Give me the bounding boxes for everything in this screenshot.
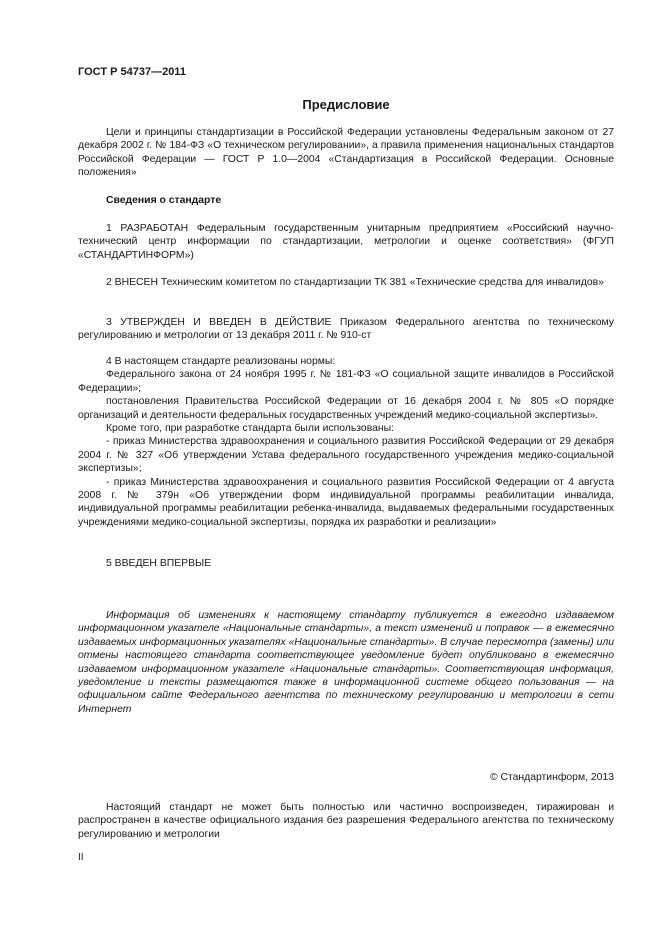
item-4-law: Федерального закона от 24 ноября 1995 г. № 181-ФЗ «О социальной защите инвалидов в Российской Федерации»; <box>78 369 614 394</box>
section-title: Сведения о стандарте <box>106 195 222 206</box>
item-4-also: Кроме того, при разработке стандарта были использованы: <box>106 423 394 435</box>
item-4-order-2: - приказ Министерства здравоохранения и социального развития Российской Федерации от 4 августа 2008 г. № 379н «Об утверждении форм индивидуальной программы реабилитации инвалида, индивидуальной программы реабилитации ребенка-инвалида, выдаваемых федеральными государственных учреждениями медико-социальной экспертизы, порядка их разработки и реализации» <box>78 476 614 528</box>
item-4 <box>78 355 614 529</box>
item-5: 5 ВВЕДЕН ВПЕРВЫЕ <box>106 558 212 569</box>
item-4-decree: постановления Правительства Российской Федерации от 16 декабря 2004 г. № 805 «О порядке организаций и деятельности федеральных государственных учреждений медико-социальной экспертизы». <box>78 396 614 421</box>
item-4-head: 4 В настоящем стандарте реализованы нормы: <box>106 356 336 367</box>
page-title: Предисловие <box>302 97 390 112</box>
changes-notice: Информация об изменениях к настоящему стандарту публикуется в ежегодно издаваемом информационном указателе «Национальные стандарты», а текст изменений и поправок — в ежемесячно издаваемых информационных указателях «Национальные стандарты». В случае пересмотра (замены) или отмены настоящего стандарта соответствующее уведомление будет опубликовано в ежемесячно издаваемом информационном указателе «Национальные стандарты». Соответствующая информация, уведомление и тексты размещаются также в информационной системе общего пользования — на официальном сайте Федерального агентства по техническому регулированию и метрологии в сети Интернет <box>78 610 614 715</box>
reproduction-notice: Настоящий стандарт не может быть полностью или частично воспроизведен, тиражирован и распространен в качестве официального издания без разрешения Федерального агентства по техническому регулированию и метрологии <box>78 802 614 840</box>
item-3: 3 УТВЕРЖДЕН И ВВЕДЕН В ДЕЙСТВИЕ Приказом Федерального агентства по техническому регулированию и метрологии от 13 декабря 2011 г. № 910-ст <box>78 317 614 342</box>
copyright: © Стандартинформ, 2013 <box>489 772 614 783</box>
item-4-order-1: - приказ Министерства здравоохранения и социального развития Российской Федерации от 29 декабря 2004 г. № 327 «Об утверждении Устава федерального государственного учреждения медико-социальной экспертизы»; <box>78 436 614 475</box>
intro-paragraph: Цели и принципы стандартизации в Российской Федерации установлены Федеральным законом от 27 декабря 2002 г. № 184-ФЗ «О техническом регулировании», а правила применения национальных стандартов Российской Федерации — ГОСТ Р 1.0—2004 «Стандартизация в Российской Федерации. Основные положения» <box>78 127 614 179</box>
item-2: 2 ВНЕСЕН Техническим комитетом по стандартизации ТК 381 «Технические средства для инвалидов» <box>106 277 604 288</box>
document-header: ГОСТ Р 54737—2011 <box>78 66 186 78</box>
item-1: 1 РАЗРАБОТАН Федеральным государственным унитарным предприятием «Российский научно-технический центр информации по стандартизации, метрологии и оценке соответствия» (ФГУП «СТАНДАРТИНФОРМ») <box>78 223 614 261</box>
page-number: II <box>78 852 84 863</box>
